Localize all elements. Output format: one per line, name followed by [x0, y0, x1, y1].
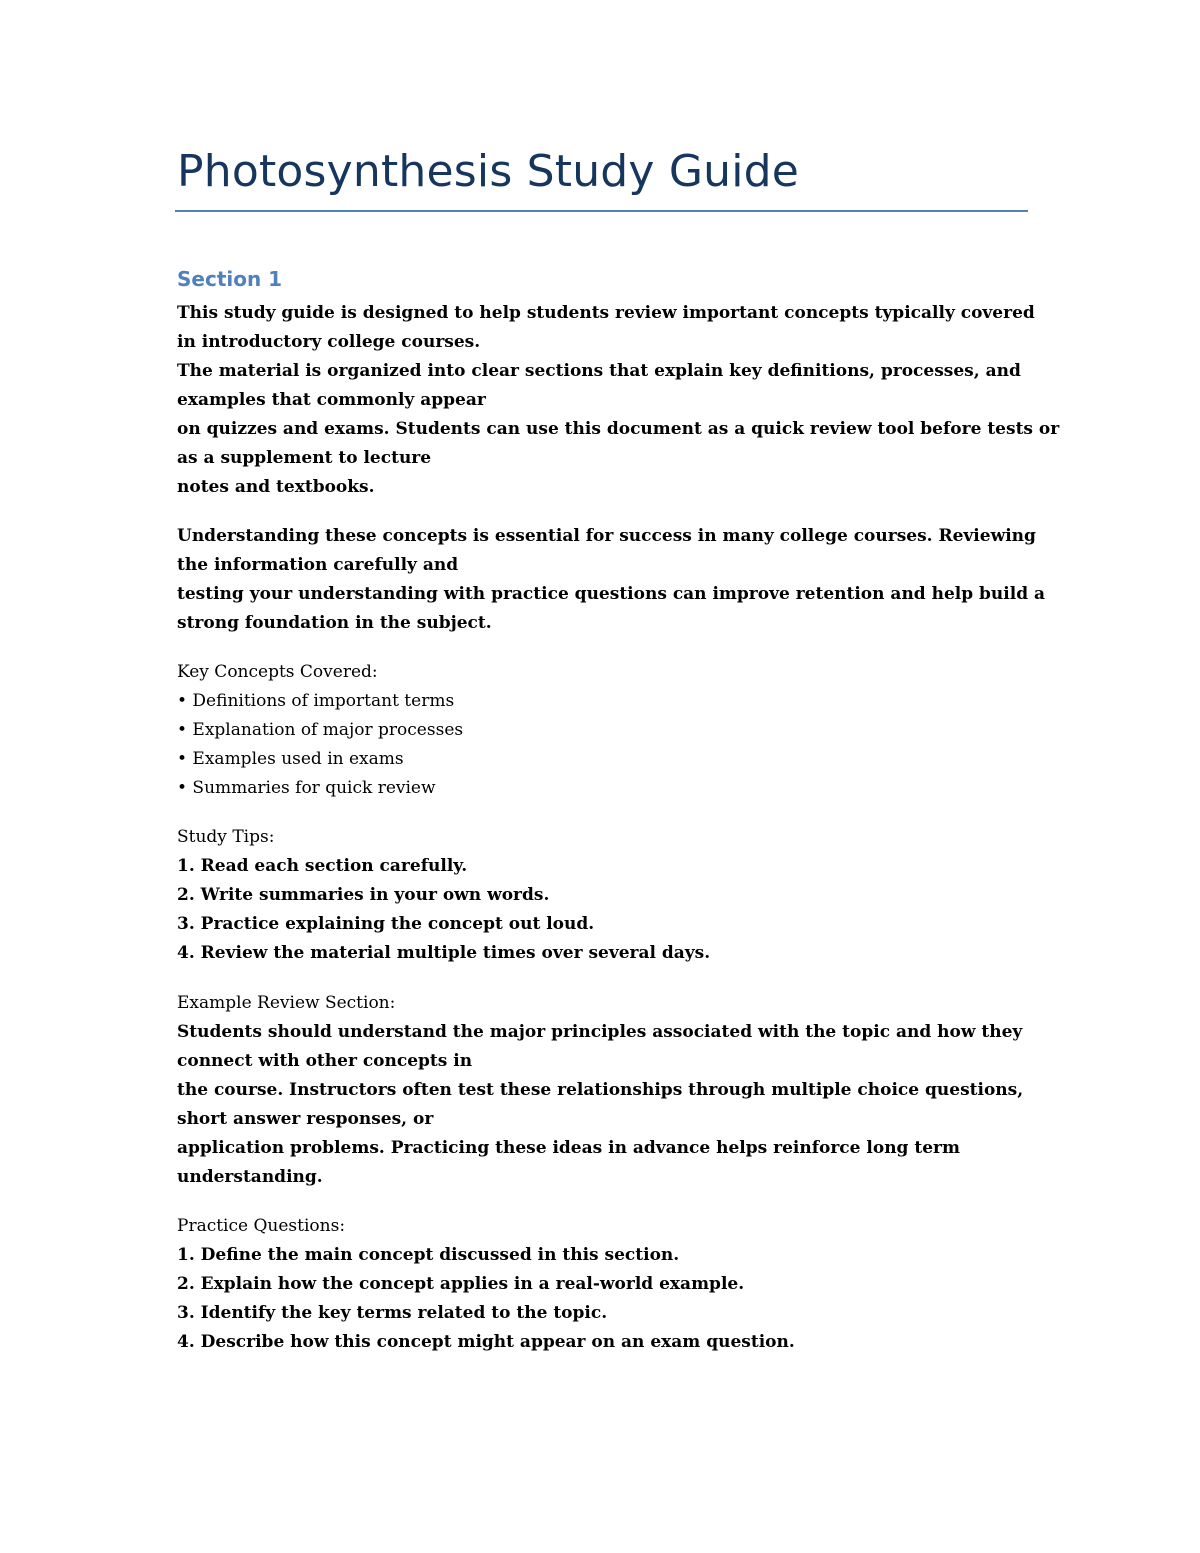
list-item: 2. Write summaries in your own words.	[177, 885, 550, 905]
understanding-line: the information carefully and	[177, 555, 459, 575]
list-item: 4. Review the material multiple times over several days.	[177, 943, 711, 963]
list-item: 1. Read each section carefully.	[177, 856, 468, 876]
intro-line: examples that commonly appear	[177, 390, 486, 410]
intro-paragraph	[177, 299, 1060, 502]
intro-line: on quizzes and exams. Students can use this document as a quick review tool before tests or	[177, 419, 1060, 439]
intro-line: notes and textbooks.	[177, 477, 375, 497]
key-concepts-heading: Key Concepts Covered:	[177, 662, 378, 682]
list-item: • Definitions of important terms	[177, 691, 455, 711]
example-review-line: short answer responses, or	[177, 1109, 434, 1129]
list-item: 3. Practice explaining the concept out loud.	[177, 914, 595, 934]
intro-line: This study guide is designed to help students review important concepts typically covered	[177, 303, 1035, 323]
list-item: • Summaries for quick review	[177, 778, 436, 798]
example-review-line: Students should understand the major principles associated with the topic and how they	[177, 1022, 1023, 1042]
list-item: • Explanation of major processes	[177, 720, 464, 740]
practice-questions-list	[177, 1212, 1027, 1357]
practice-questions-heading: Practice Questions:	[177, 1216, 346, 1236]
example-review-line: connect with other concepts in	[177, 1051, 473, 1071]
list-item: 2. Explain how the concept applies in a real-world example.	[177, 1274, 745, 1294]
list-item: • Examples used in exams	[177, 749, 404, 769]
study-tips-heading: Study Tips:	[177, 827, 275, 847]
section-heading: Section 1	[177, 267, 283, 291]
example-review-line: the course. Instructors often test these relationships through multiple choice questions,	[177, 1080, 1024, 1100]
list-item: 1. Define the main concept discussed in this section.	[177, 1245, 680, 1265]
understanding-line: strong foundation in the subject.	[177, 613, 492, 633]
intro-line: in introductory college courses.	[177, 332, 481, 352]
example-review-line: understanding.	[177, 1167, 323, 1187]
intro-line: as a supplement to lecture	[177, 448, 432, 468]
understanding-paragraph	[177, 522, 1046, 638]
example-review-line: application problems. Practicing these ideas in advance helps reinforce long term	[177, 1138, 960, 1158]
intro-line: The material is organized into clear sections that explain key definitions, processes, and	[177, 361, 1021, 381]
understanding-line: Understanding these concepts is essential for success in many college courses. Reviewing	[177, 526, 1036, 546]
understanding-line: testing your understanding with practice questions can improve retention and help build a	[177, 584, 1046, 604]
example-review-section	[177, 989, 1027, 1192]
list-item: 3. Identify the key terms related to the topic.	[177, 1303, 608, 1323]
key-concepts-list	[177, 658, 1027, 803]
study-tips-list	[177, 823, 1027, 968]
example-review-heading: Example Review Section:	[177, 993, 396, 1013]
list-item: 4. Describe how this concept might appear on an exam question.	[177, 1332, 795, 1352]
document-title: Photosynthesis Study Guide	[177, 146, 800, 197]
title-underline	[175, 210, 1028, 212]
